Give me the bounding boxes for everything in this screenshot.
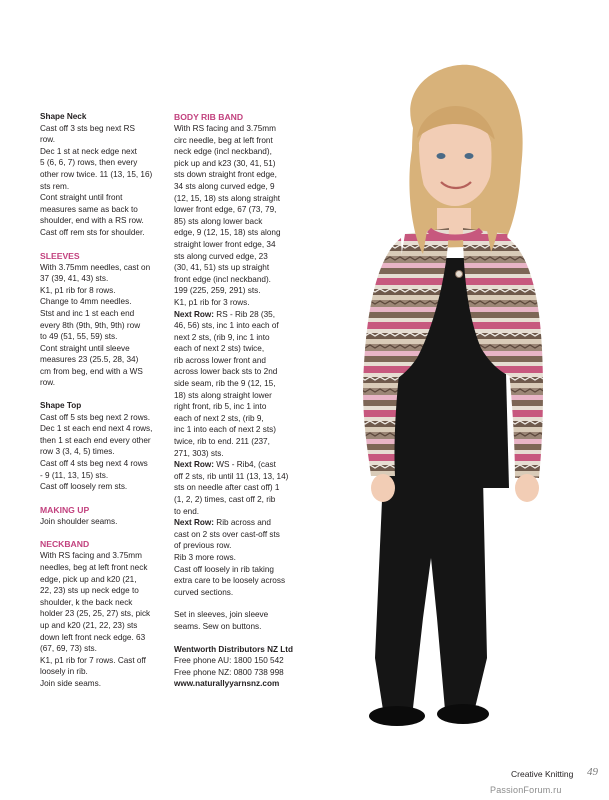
text-line: Cast off rem sts for shoulder. [40, 227, 145, 237]
text-line: Join side seams. [40, 678, 101, 688]
next-row-label: Next Row: [174, 309, 215, 319]
text-line: circ needle, beg at left front [174, 135, 273, 145]
text-line: Rib across and [214, 518, 271, 528]
text-line: Dec 1 st at neck edge next [40, 146, 137, 156]
text-line: rib across lower front and [174, 355, 266, 365]
text-line: neck edge (incl neckband), [174, 147, 272, 157]
next-row-label: Next Row: [174, 518, 215, 528]
text-line: measures 23 (25.5, 28, 34) [40, 355, 139, 365]
text-line: row. [40, 378, 56, 388]
magazine-title: Creative Knitting [511, 769, 574, 779]
text-line: curved sections. [174, 587, 234, 597]
text-line: Rib 3 more rows. [174, 552, 236, 562]
text-line: other row twice. 11 (13, 15, 16) [40, 169, 153, 179]
text-line: Dec 1 st each end next 4 rows, [40, 424, 153, 434]
text-line: edge, 9 (12, 15, 18) sts along [174, 228, 281, 238]
text-line: needles, beg at left front neck [40, 563, 148, 572]
text-line: Cast off 5 sts beg next 2 rows. [40, 412, 150, 422]
text-line: 22, 23) sts up neck edge to [40, 586, 139, 596]
text-line: extra care to be loosely across [174, 576, 286, 586]
text-line: (67, 69, 73) sts. [40, 644, 97, 654]
shape-neck-body [40, 123, 162, 239]
text-line: K1, p1 rib for 8 rows. [40, 285, 116, 295]
text-line: With RS facing and 3.75mm [40, 551, 142, 561]
text-line: lower front edge, 67 (73, 79, [174, 205, 277, 215]
text-line: RS - Rib 28 (35, [214, 309, 276, 319]
text-line: off 2 sts, rib until 11 (13, 13, 14) [174, 471, 289, 481]
distributor-block [174, 644, 298, 690]
text-line: cm from beg, end with a WS [40, 366, 143, 376]
text-line: 37 (39, 41, 43) sts. [40, 274, 109, 284]
text-line: straight lower front edge, 34 [174, 239, 276, 249]
text-line: WS - Rib4, (cast [214, 460, 276, 470]
making-up-heading: MAKING UP [40, 504, 90, 515]
text-line: 271, 303) sts. [174, 448, 224, 458]
body-rib-band-heading: BODY RIB BAND [174, 112, 244, 122]
text-line: - 9 (11, 13, 15) sts. [40, 470, 109, 480]
text-line: shoulder, k the back neck [40, 597, 133, 607]
text-line: sts down straight front edge, [174, 170, 277, 180]
text-line: Stst and inc 1 st each end [40, 308, 135, 318]
text-line: Cont straight until front [40, 193, 123, 203]
text-line: inc 1 into each of next 2 sts) [174, 425, 276, 435]
left-hand [371, 474, 395, 502]
shape-top-heading: Shape Top [40, 401, 82, 411]
text-line: (1, 2, 2) times, cast off 2, rib [174, 495, 276, 504]
text-line: cast on 2 sts over cast-off sts [174, 529, 280, 539]
text-line: 34 sts along curved edge, 9 [174, 181, 275, 191]
text-line: Cast off 3 sts beg next RS [40, 123, 135, 133]
next-row-rs [174, 309, 298, 460]
child-photo [305, 58, 609, 730]
text-line: row. [40, 135, 56, 145]
text-line: sts on needle after cast off) 1 [174, 483, 280, 493]
text-line: down left front neck edge. 63 [40, 632, 146, 642]
text-line: Change to 4mm needles. [40, 297, 132, 307]
right-hand [515, 474, 539, 502]
text-line: each of next 2 sts) twice, [174, 344, 265, 354]
text-line: up and k20 (21, 22, 23) sts [40, 620, 138, 630]
next-row-label: Next Row: [174, 460, 215, 470]
watermark: PassionForum.ru [490, 785, 562, 795]
text-line: every 8th (9th, 9th, 9th) row [40, 320, 141, 330]
text-line: holder 23 (25, 25, 27) sts, pick [40, 609, 151, 619]
next-row-ws [174, 459, 298, 517]
text-line: Join shoulder seams. [40, 516, 118, 526]
text-line: Cast off loosely rem sts. [40, 482, 128, 492]
left-eye [437, 153, 446, 159]
text-line: With RS facing and 3.75mm [174, 124, 276, 133]
next-row-rib [174, 517, 298, 598]
left-shoe [369, 706, 425, 726]
right-shoe [437, 704, 489, 724]
text-line: sts rem. [40, 181, 70, 191]
text-line: seams. Sew on buttons. [174, 621, 262, 631]
right-eye [465, 153, 474, 159]
page-number: 49 [587, 766, 598, 778]
body-rib-band-body [174, 123, 298, 309]
text-line: Cont straight until sleeve [40, 343, 130, 353]
text-line: 46, 56) sts, inc 1 into each of [174, 321, 279, 331]
text-line: edge, pick up and k20 (21, [40, 574, 137, 584]
text-line: measures same as back to [40, 204, 138, 214]
text-line: next 2 sts, (rib 9, inc 1 into [174, 332, 270, 342]
text-line: K1, p1 rib for 7 rows. Cast off [40, 655, 146, 665]
sleeves-heading: SLEEVES [40, 250, 80, 261]
text-line: 85) sts along lower back [174, 216, 263, 226]
phone-nz: Free phone NZ: 0800 738 998 [174, 667, 284, 677]
left-column [40, 111, 162, 690]
finishing-body [174, 609, 298, 632]
text-line: Set in sleeves, join sleeve [174, 610, 269, 620]
website-link[interactable]: www.naturallyyarnsnz.com [174, 679, 280, 689]
text-line: to 49 (51, 55, 59) sts. [40, 332, 118, 342]
sleeves-body [40, 262, 162, 390]
text-line: front edge (incl neckband). [174, 274, 271, 284]
text-line: loosely in rib. [40, 667, 88, 677]
text-line: 199 (225, 259, 291) sts. [174, 286, 261, 296]
shape-top-body [40, 412, 162, 493]
phone-au: Free phone AU: 1800 150 542 [174, 656, 284, 666]
text-line: pick up and k23 (30, 41, 51) [174, 158, 276, 168]
text-line: (12, 15, 18) sts along straight [174, 193, 281, 203]
text-line: of previous row. [174, 541, 232, 551]
text-line: across lower back sts to 2nd [174, 367, 278, 377]
text-line: row 3 (3, 4, 5) times. [40, 447, 115, 457]
neckband-body [40, 550, 162, 689]
text-line: twice, rib to end. 211 (237, [174, 437, 270, 447]
text-line: Cast off 4 sts beg next 4 rows [40, 459, 148, 469]
text-line: Cast off loosely in rib taking [174, 564, 274, 574]
text-line: 5 (6, 6, 7) rows, then every [40, 158, 138, 168]
text-line: then 1 st each end every other [40, 435, 151, 445]
distributor-name: Wentworth Distributors NZ Ltd [174, 644, 294, 654]
cardigan-button [456, 271, 463, 278]
text-line: each of next 2 sts, (rib 9, [174, 413, 264, 423]
text-line: 18) sts along straight lower [174, 390, 272, 400]
text-line: With 3.75mm needles, cast on [40, 262, 151, 272]
text-line: right front, rib 5, inc 1 into [174, 402, 267, 412]
text-line: K1, p1 rib for 3 rows. [174, 297, 250, 307]
text-line: (30, 41, 51) sts up straight [174, 263, 270, 273]
middle-column [174, 111, 298, 690]
shape-neck-heading: Shape Neck [40, 112, 87, 121]
text-line: sts along curved edge, 23 [174, 251, 268, 261]
neckband-heading: NECKBAND [40, 539, 90, 550]
text-line: to end. [174, 506, 200, 516]
text-line: shoulder, end with a RS row. [40, 216, 144, 226]
text-line: side seam, rib the 9 (12, 15, [174, 379, 276, 389]
trousers [375, 478, 487, 710]
